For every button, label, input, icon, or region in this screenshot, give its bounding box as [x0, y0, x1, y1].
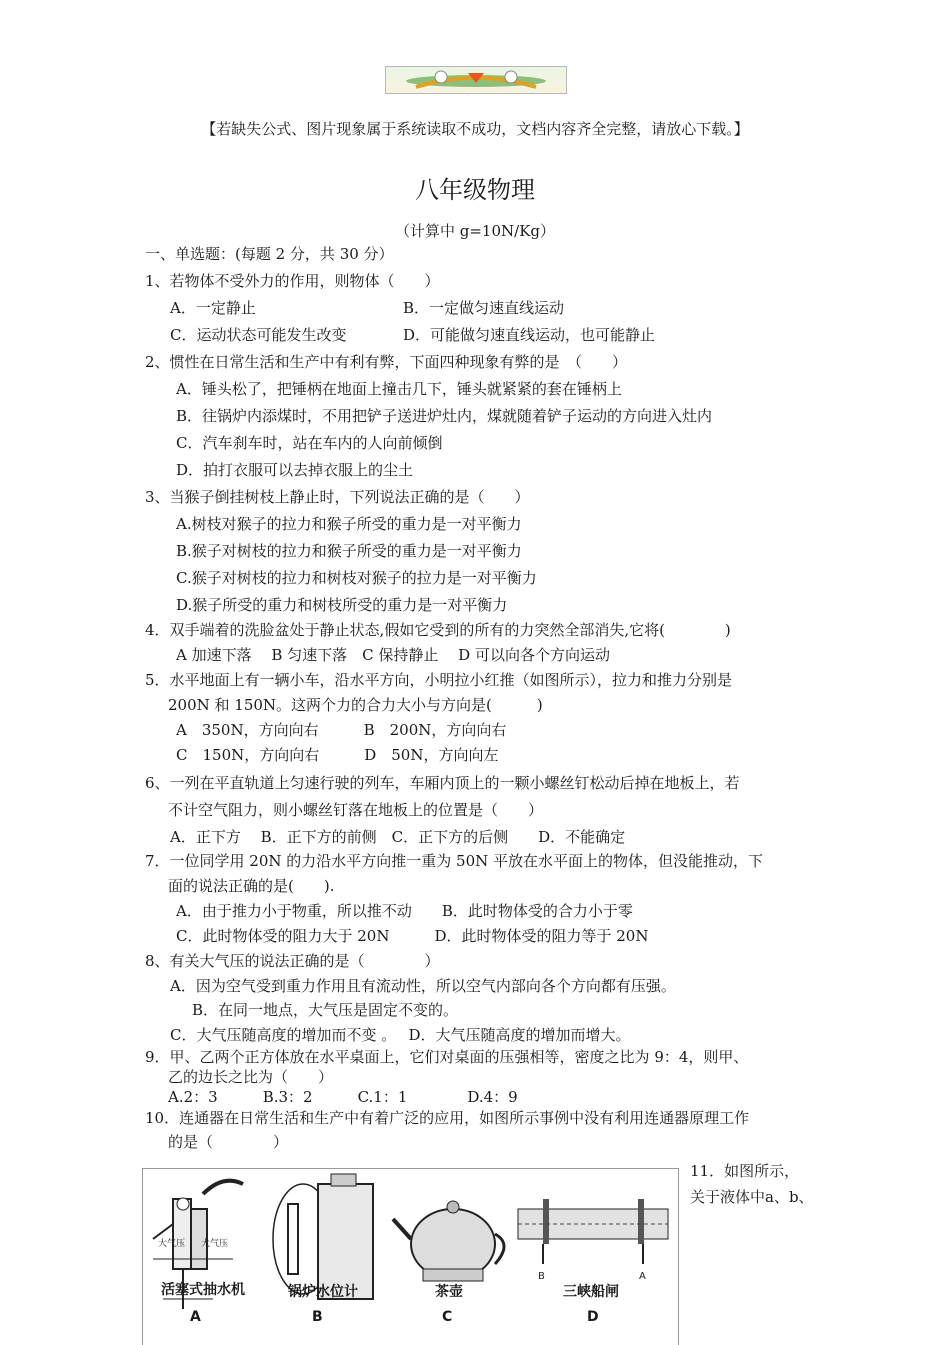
figure-caption: 活塞式抽水机: [161, 1282, 245, 1298]
option-line: A．正下方 B．正下方的前侧 C．正下方的后侧 D．不能确定: [170, 828, 626, 846]
option-line: C．汽车刹车时，站在车内的人向前倾倒: [176, 434, 443, 452]
lock-label: B: [538, 1271, 545, 1282]
figure-caption: 锅炉水位计: [288, 1284, 358, 1300]
ship-lock-drawing: [518, 1199, 668, 1264]
question-line: 不计空气阻力，则小螺丝钉落在地板上的位置是（ ）: [168, 801, 544, 819]
question-line: 2、惯性在日常生活和生产中有利有弊，下面四种现象有弊的是 （ ）: [145, 353, 628, 371]
option-line: C.猴子对树枝的拉力和树枝对猴子的拉力是一对平衡力: [176, 569, 537, 587]
lock-label: A: [639, 1271, 646, 1282]
option-line: A．因为空气受到重力作用且有流动性，所以空气内部向各个方向都有压强。: [170, 977, 676, 995]
connected-vessels-figure: [142, 1168, 679, 1345]
question-line: 200N 和 150N。这两个力的合力大小与方向是( ): [168, 696, 543, 714]
page-title: 八年级物理: [415, 176, 535, 204]
option-line: A．由于推力小于物重，所以推不动 B．此时物体受的合力小于零: [176, 902, 633, 920]
option-line: D.猴子所受的重力和树枝所受的重力是一对平衡力: [176, 596, 508, 614]
option-line: D．可能做匀速直线运动，也可能静止: [403, 326, 656, 344]
question-line: 8、有关大气压的说法正确的是（ ）: [145, 952, 440, 970]
figure-caption: 茶壶: [435, 1284, 463, 1300]
option-line: A 加速下落 B 匀速下落 C 保持静止 D 可以向各个方向运动: [176, 646, 610, 664]
side-question-line: 关于液体中a、b、: [690, 1188, 814, 1206]
side-question-line: 11．如图所示，: [690, 1162, 800, 1180]
section-heading: 一、单选题：(每题 2 分，共 30 分）: [145, 245, 394, 263]
header-logo: [385, 66, 567, 94]
figure-letter: A: [190, 1309, 201, 1325]
option-line: A．一定静止: [170, 299, 256, 317]
question-line: 4．双手端着的洗脸盆处于静止状态,假如它受到的所有的力突然全部消失,它将( ): [145, 621, 731, 639]
figure-letter: D: [587, 1309, 599, 1325]
option-line: B．一定做匀速直线运动: [403, 299, 565, 317]
question-line: 的是（ ）: [168, 1133, 289, 1151]
option-line: C．此时物体受的阻力大于 20N D．此时物体受的阻力等于 20N: [176, 927, 649, 945]
subtitle: （计算中 g=10N/Kg）: [394, 222, 555, 240]
option-line: C．大气压随高度的增加而不变 。 D．大气压随高度的增加而增大。: [170, 1026, 631, 1044]
question-line: 乙的边长之比为（ ）: [168, 1068, 334, 1086]
option-line: C．运动状态可能发生改变: [170, 326, 347, 344]
question-line: 面的说法正确的是( ).: [168, 877, 335, 895]
question-line: 6、一列在平直轨道上匀速行驶的列车，车厢内顶上的一颗小螺丝钉松动后掉在地板上，若: [145, 774, 740, 792]
option-line: A．锤头松了，把锤柄在地面上撞击几下，锤头就紧紧的套在锤柄上: [176, 380, 622, 398]
figure-letter: B: [312, 1309, 323, 1325]
option-line: C 150N，方向向右 D 50N，方向向左: [176, 746, 499, 764]
option-line: B.猴子对树枝的拉力和猴子所受的重力是一对平衡力: [176, 542, 522, 560]
teapot-drawing: [393, 1201, 504, 1281]
option-line: B．在同一地点，大气压是固定不变的。: [192, 1001, 459, 1019]
figure-letter: C: [442, 1309, 453, 1325]
figure-caption: 三峡船闸: [563, 1284, 619, 1300]
question-line: 9．甲、乙两个正方体放在水平桌面上，它们对桌面的压强相等，密度之比为 9：4，则甲、: [145, 1048, 749, 1066]
question-line: 1、若物体不受外力的作用，则物体（ ）: [145, 272, 440, 290]
question-line: 5．水平地面上有一辆小车，沿水平方向，小明拉小红推（如图所示），拉力和推力分别是: [145, 671, 733, 689]
pump-label: 大气压: [201, 1239, 229, 1249]
option-line: D．拍打衣服可以去掉衣服上的尘土: [176, 461, 414, 479]
option-line: B．往锅炉内添煤时，不用把铲子送进炉灶内，煤就随着铲子运动的方向进入灶内: [176, 407, 713, 425]
question-line: 3、当猴子倒挂树枝上静止时，下列说法正确的是（ ）: [145, 488, 530, 506]
option-line: A.树枝对猴子的拉力和猴子所受的重力是一对平衡力: [176, 515, 522, 533]
question-line: 10．连通器在日常生活和生产中有着广泛的应用，如图所示事例中没有利用连通器原理工作: [145, 1109, 750, 1127]
question-line: 7．一位同学用 20N 的力沿水平方向推一重为 50N 平放在水平面上的物体，但没能推动，下: [145, 852, 764, 870]
pump-label: 大气压: [158, 1239, 186, 1249]
option-line: A 350N，方向向右 B 200N，方向向右: [176, 721, 507, 739]
download-notice: 【若缺失公式、图片现象属于系统读取不成功，文档内容齐全完整，请放心下载。】: [201, 120, 749, 138]
option-line: A.2：3 B.3：2 C.1：1 D.4：9: [168, 1088, 518, 1106]
